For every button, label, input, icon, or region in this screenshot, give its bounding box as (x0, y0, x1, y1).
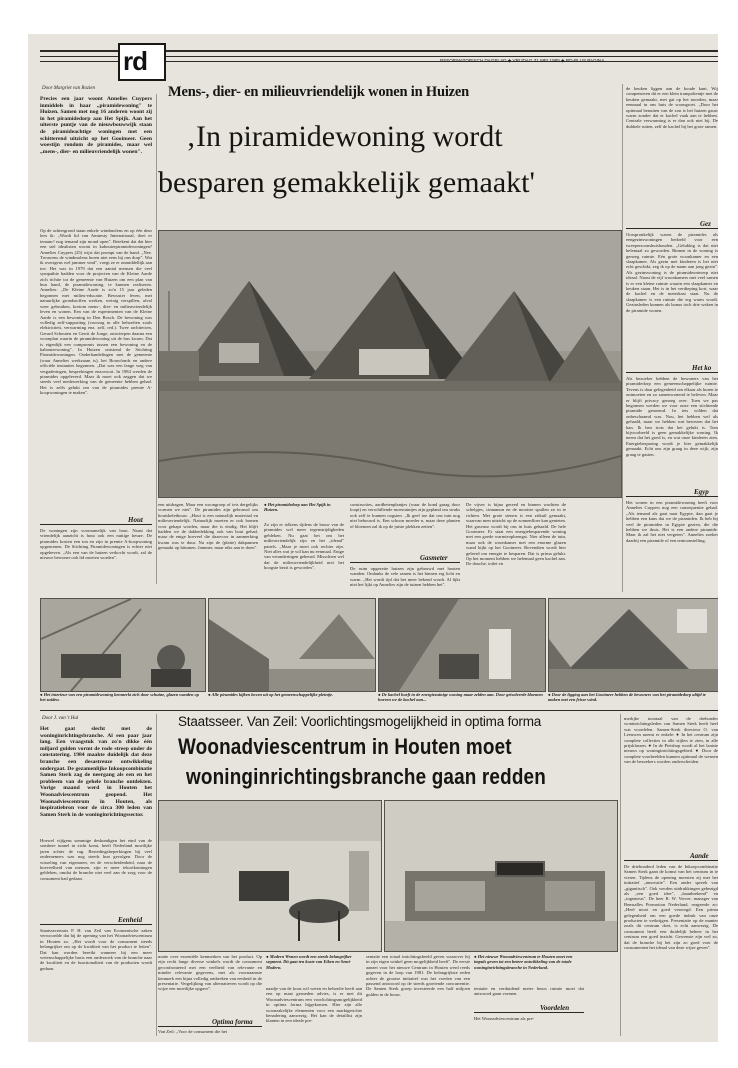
article2-col5-body: tentatie en verduidend meter beurs ruimte moet dat antwoord gaan vormen. (474, 986, 584, 997)
article2-col4-body: sentatie een totaal inrichtingsbeeld geven waarover hij in zijn eigen winkel geen mogelijkheid heeft". De eerste aanzet voor het nieuwe Centrum in Houten werd reeds gegeven in de loop van 1981. De belangrijkste reden achter de grootse initiatief was het voeden van een passend antwoord op de steeds groeiende concurrentie. De Samen Sterk groep investeerde een half miljoen gulden in de bouw. (366, 954, 470, 997)
subhead-hout: Hout (128, 516, 143, 524)
subhead-voordelen: Voordelen (540, 1004, 570, 1012)
far-right-divider (622, 84, 623, 592)
gasmeter-rule (350, 562, 460, 563)
caption-kachel: ● De kachel hoeft in de energiezuinige woning maar zelden aan. Door geïsoleerde bloemen hoeven we de kachel aan... (378, 692, 543, 703)
woonadviescentrum-photo (384, 800, 618, 952)
subhead-optima-forma: Optima forma (212, 1018, 253, 1026)
interior-photo (40, 598, 206, 692)
article2-headline-line2: woninginrichtingsbranche gaan redden (186, 764, 546, 789)
article1-kicker: Mens-, dier- en milieuvriendelijk wonen in Huizen (168, 84, 470, 100)
gooimeer-photo (548, 598, 718, 692)
article1-mid-body1: een uitdragen. Maar een woongroep of iets dergelijks vormen we niet". De piramides zijn gebouwd om houtskeletbouw. „Hout is een natuurlijk materiaal en milieuvriendelijk. Natuurlijk moeten er ook bomen voor gekapt worden, maar die is eindig. Het blijft hadden we de dakbedekking ook van hout gehad, maar de enige hoeveel die daarvoor in aanmerking kwam was te duur. Nu zijn de (platte) dakpannen gemaakt op bitumen. Jammer, maar niks aan te doen". (158, 502, 258, 551)
article1-byline: Door Margriet van Rozien (42, 86, 96, 91)
article1-far-right-body2: Oorspronkelijk waren de piramides als eengezinswoningen bedoeld voor een tweepersoonshuishouden. „Gelukkig is dat niet helemaal zo geworden. Binnen in de woning is genoeg ruimte. Eén grote woonkamer en een slaapkamer. Als gezin met kinderen is het niet echt geschikt, zeg ik op de naam aan jong gezin". Als gezinswoning is de piramideontwerp niet ideaal. Naast de vijf woonkamers met veel ramen is er een kleine ruimte waarin een slaapkamer en keuken staan. Het is in het verdieping kort, waar de kachel en de meterkast staat. Nu de slaapkamer is een ruimte die erg warm wordt. Gezinsleden kunnen als bonus toch drie weken in de piramide wonen. (626, 232, 718, 313)
article2-right-divider (620, 714, 621, 1036)
article2-col2-body: matie over essentiële kenmerken van het product. Op zijn recht lange diverse winkels wordt de consument geconfronteerd met een veelheid van relevante en minder relevante gegevens, met als voornaamste kenmerk een bijna volledig ontbreken van eenheid in de presentatie. Vergelijking van alternatieven wordt op die wijze een moeilijke opgave". (158, 954, 262, 992)
woonadviescentrum-drawing (385, 801, 617, 951)
column-divider (156, 94, 157, 584)
masthead-info: REFORMATORISCH DAGBLAD ◆ VRIJDAG 31 MEI 1985 ◆ RD-PLUS PAGINA (440, 58, 605, 63)
article1-mid-body3: constructies, aardbeienplantjes (waar de hond graag door loopt) en verschillende moestuintjes zijn gepland om straks ook zelf te kunnen oogsten. „Ik geef toe dat ons tuin nog niet bebouwd is. Een schoon moeder n, maar deze planten of bloemen zal ik op de juiste plekken zetten". (350, 502, 460, 529)
article2-divider (156, 714, 157, 1036)
section-divider (40, 710, 718, 711)
article2-col3-body: naadje van de kous wil weten en behoefte heeft aan een op maat gesneden advies, is er met dit Woonadviescentrum een voorlichtingsmogelijkheid in optima forma bijgekomen. Hier zijn alle woonzakelijke elementen voor een marktgerichte benadering aanwezig. Het kan de detaillist zijn klanten in een ideale pre- (266, 986, 362, 1024)
pleintje-drawing (209, 599, 375, 691)
article2-col1-body: Hoewel vijfgens sommige deskundigen het eind van de sombere tunnel in zicht komt, heeft Nederland moeilijke jaren achter de rug. Bestedingsbeperkingen bij veel ondernemers was nog steeds hun gevolgen. Door de wisseling van eigenaren, en de verscheidenheid, naar de hoeveelheid van mensen, zijn er meer tekortkomingen gebleken, omdat de branche niet veel aan de zorg voor de consument had gedaan. (40, 838, 152, 881)
piramide-village-drawing (159, 231, 621, 497)
article1-hout-body: De woningen zijn voornamelijk van hout. Naast dat vriendelijk aanzicht is hout ook een nuttige keuze. De piramides kosten een ton en zijn in premie A-koopwoning opgenomen. De Stichting Piramidewoningen is echter niet opgeheven. „Als een van de huizen verkocht wordt, zal de nieuwe bewoner ook lid moeten worden". (40, 528, 152, 561)
caption-woonadviescentrum: ● Het nieuwe Woonadviescentrum te Houten moet een impuls geven tot een betere ontwikkeling van de totale woninginrichtingsbranche in Nederland. (474, 954, 573, 970)
article2-byline: Door J. van 't Hul (42, 716, 79, 721)
logo (118, 43, 166, 81)
modern-wonen-photo (158, 800, 382, 952)
caption-pleintje: ● Alle piramides kijken boven uit op het gemeenschappelijke pleintje. (208, 692, 334, 697)
article1-right-col-body: De vijver is bijna gereed en binnen wachten de schelpjes, cinnamon en de mooiste spullen zo in te richten. Met grote stenen is een zitkuil gemaakt, waarvan men uitzicht op de zonnenfloer kan genieten. Het gasvuur wordt bij ons in huis gehaald. De hele Gooimeer. Er staat een energiebesparende woning met een goede warmteopbrengst. Nier alleen de tuin, maar ook de woonkamer met een enorme glazen wand kijkt op het Gooimeer. Bovendien wordt hier geleerd om energie te besparen. Dat is prima gelukt. Op het moment hebben we helemaal geen kachel aan. De douche, toilet en (466, 502, 566, 567)
article2-eenheid-body: Staatssecretaris P. H. van Zeil van Economische zaken verwoordde dat bij de opening van het Woonadviescentrum in Houten zo. „Het wordt voor de consument steeds belangrijker om op de kwaliteit van het product te letten". Dat kan worden bereikt wanneer bij een meer wetenschappelijke basis een onderzoek van de branche naar de kwaliteit en de functionaliteit van de producten wordt gedaan. (40, 928, 152, 971)
newspaper-page (28, 34, 718, 1042)
article2-optima-body: Van Zeil: „Voor de consument die het (158, 1029, 228, 1034)
hetko-rule (626, 372, 718, 373)
article1-mid-body2: Zo zijn er tolkens tijdens de bouw van de piramides wel meer tegenstrijdigheden gebleken. Nu gaat het om het milieuvriendelijk zijn en het „ideaal" panels. „Maar je moet ook rechter zijn. Niet alles wat je wil kan nu eenmaal. Enige van veranderingen gebeurd. Misschien wel dat de milieuvriendelijkheid niet het hoogste bezit is geworden". (264, 522, 344, 571)
article1-headline-line1: ‚In piramidewoning wordt (186, 120, 503, 153)
article2-voordelen-body: Het Woonadviescentrum als pre- (474, 1016, 535, 1021)
article2-far-right-body1: merkjke toontaal van de drehonder woninrichtingsleden van Samen Sterk heeft heel wat voordelen. Samen-Sterk directeur O. van Leeuwen noemt er enkele: ● In het centrum zijn complete collecties in alle stijlen te zien, in alle prijsklassen. ● In de Pietshop wordt al het laatste nieuws op woninginrichtingsgebied. ● Door de complete voorbeelden kunnen optimaal de wensen van de bezoekers worden onderscheiden. (624, 716, 718, 765)
article2-lead: Het gaat slecht met de woninginrichtingsbranche. Al een paar jaar lang. Een vraagstuk van zo'n dikke één miljard gulden vormt de rode streep onder de constatering. 1984 maakte duidelijk dat deze branche een desastreuze ontwikkeling ondergaat. De gezamenlijke Inkoopcombinatie Samen Sterk zag de neergang als een en het probleem van de gehele branche ontdekten. Vorige maand werd in Houten het Woonadviescentrum geopend. Het Woonadviescentrum in Houten, als inspiratiebron voor de circa 300 leden van Samen Sterk in de woninginrichtingssector. (40, 726, 152, 818)
caption-main-photo: ● Het piramidedorp aan Het Spijk in Huizen. (264, 502, 331, 513)
pleintje-photo (208, 598, 376, 692)
subhead-het-ko: Het ko (692, 364, 712, 372)
caption-gooimeer: ● Door de ligging aan het Gooimeer hebben de bewoners van het piramidedorp altijd te maken met een frisse wind. (548, 692, 706, 703)
kachel-drawing (379, 599, 545, 691)
kachel-photo (378, 598, 546, 692)
gooimeer-drawing (549, 599, 718, 691)
caption-interior: ● Het interieur van een piramidewoning kenmerkt zich door schuine, glazen wanden op het zuiden. (40, 692, 199, 703)
subhead-aande: Aande (690, 852, 709, 860)
subhead-gez: Gez (700, 220, 711, 228)
article1-col1-body: Op de achtergrond staan enkele windmolens en op één deur lees ik: „Wordt lid van Amnesty International, doet er iemanc! nog iemand zijn mond open". Betekent dat dat hier een stel idealisten woont in kabouterpiramidewoningen? Annelies Cuypers (25) wijst dat prompt van de hand. „Nee. Trouwens de windmolens horen niet eens bij ons dorp". Wat ik overigens wel jammer vind", voegt ze er onmiddellijk aan toe. Het was in 1979 dat een aantal mensen die veel sympathie hadden voor de projecten van de Kleine Aarde zich richtte tot de gemeente van Huizen om een plan van hun hand, de piramidewoning, te kunnen realiseren. Annelies: „De Kleine Aarde is zo'n 15 jaar geleden begonnen met milieu-educatie. Bewuster leven, met natuurlijke grondstoffen werken, weinig verspillen, afval weer gebruiken, kortom mens-, dier- en milieuvriendelijk leven en wonen. Een van de experimenten van de Kleine Aarde is een bewoning in Den Bosch. De bewoning was volledig zelf-supporting (voorzag in alle behoeften zoals elektriciteit, verwarming enz. zelf, red.). Twee architecten, Gerard Schouten en Gerrit de Jonge, ontwierpen daarna een woonplan waarin de piramidewoning uit de bus kwam. Dat is eigenlijk een compromis tussen een bewoning en de kabouterwoning". In Huizen ontstond de Stichting Piramidewoningen. Onderhandelingen met de gemeente (waar Annelies werkzaam is), het Bouwfonds en andere officiële instanties begonnen. „Dat was een lange weg van vergaderingen, besprekingen enzovoort. In 1984 werden de piramides opgeleverd. Maar ik moet ook zeggen dat we steeds veel medewerking van de gemeente hebben gehad. Het is zelfs gelukt om van de piramides premie A-koopwoningen te maken". (40, 228, 152, 396)
caption-modern-wonen: ● Modern Wonen wordt een steeds belangrijker segment. Dit gaat ten koste van Eiken en Semi-Modern. (266, 954, 352, 970)
gez-rule (626, 228, 718, 229)
piramide-village-photo (158, 230, 622, 498)
aande-rule (624, 860, 718, 861)
interior-drawing (41, 599, 205, 691)
voordelen-rule (474, 1012, 584, 1013)
article2-headline-line1: Woonadviescentrum in Houten moet (178, 734, 512, 759)
article1-headline-line2: besparen gemakkelijk gemaakt' (158, 166, 535, 199)
modern-wonen-drawing (159, 801, 381, 951)
egyp-rule (626, 496, 718, 497)
samen-sterk-sign (497, 863, 543, 875)
eenheid-rule (40, 924, 152, 925)
subhead-egyp: Egyp (694, 488, 709, 496)
logo-text: rd (123, 46, 147, 76)
article1-far-right-body4: Het wonen in een piramidewoning heeft voor Annelies Cuypers nog een consequentie gehad. „Als iemand als gaat naar Egypte, dan gaat je hebben een kans dat we de piramiden. Ik heb bij veel de piramiden in Egypte gezien, die die hebben we thuis. Het is een andere piramide. Maar ik zal het niet vergeten". Annelies zoeker daarbij een piramide of een tentoonstelling. (626, 500, 718, 543)
article2-kicker: Staatsseer. Van Zeil: Voorlichtingsmogelijkheid in optima forma (178, 714, 542, 729)
article1-lead: Precies een jaar woont Annelies Cuypers inmiddels in haar „piramidewoning" te Huizen. Samen met nog 16 anderen woont zij in het piramidedorp aan Het Spijk. Aan het uiterste puntje van de nieuwbouwwijk staan de piramideachtige woningen met een schitterend uitzicht op het Gooimeer. Geen woestijn rondom de piramides, maar wel „mens-, dier- en milieuvriendelijk wonen". (40, 96, 152, 155)
subhead-gasmeter: Gasmeter (420, 554, 448, 562)
article1-far-right-body3: Als bezoeker hebben de bewoners van het piramidedorp een gemeenschappelijke ruimte. Tevens is daar gelegenheid om elkaar als buren te ontmoeten en zo samenwonend te beleven. Maar er blijft privacy genoeg over. Toen we pas begonnen werden we voor onze een stichtende piramide genoemd. In iets wilden dat onbeschaamd was. Nou, het hebben wel als gehaald, maar we hebben wat bewezen dat het kan. Ik ben trots dat het gelukt is. Tom bijvoorbeeld is geen gemakkelijke woning. Ik neem dat het goed is, en wat onze kinderen zien. Energiebesparing wordt je hier gemakkelijk gemaakt. Echt ons zijn graag in deze wijk, zijn graag te gasten. (626, 376, 718, 457)
article1-far-right-body1: de keuken liggen aan de koude kant. Wij compenseren dit er een klein trampolientje met de keuken gemaakt, met gat op het noorden, maar eenmaal in ons huis de woongroei. „Door het optimaal benutten van de zon is het huizen gauw warm zonder dat er kachel vaak aan te hebben. Centrale verwarming is er dan ook niet bij. De dubbele ruiten, zelf de kachel bij het grote ramen. (626, 86, 718, 129)
article2-far-right-body2: De driehonderd leden van de Inkoopcombinatie Samen Sterk gaan de komst van het centrum in te vieren. Tijdens de opening moesten zij met het initiatief „innovatie". Een ander spreek van „gigantisch". Ook werden uitdrukkingen gebezigd als „een goed idee", „baanbrekend" en „ingenieus". De heer R. W. Verver, manager van Bemsalles Promotion Nederland, reageerde zo: „Heel mooi en goed verzorgd. Een prima gelegenheid om een goede indruk van onze producten te verkrijgen. Presentatie op de manier zoals dit centrum doet, is echt aanwezig. De consument heeft een duidelijk beheer in het centrum een goed inzicht. Gewenste zijn wel zo, dat de branche bij het zijn zo goed voor de consumenten het ideaal van deze wijze geven". (624, 864, 718, 951)
optima-rule (158, 1026, 262, 1027)
article1-gasmeter-body: De ruim opgezette huizen zijn gebouwd met houten wanden. Ondanks de vele ramen is het binnen erg licht en warm. „Het wordt tijd dat het meer bekend wordt. Al lijkt niet het lijkt op Annelies zijn de tuinen hebben het". (350, 566, 460, 588)
subhead-eenheid: Eenheid (118, 916, 143, 924)
hout-rule (40, 524, 152, 525)
